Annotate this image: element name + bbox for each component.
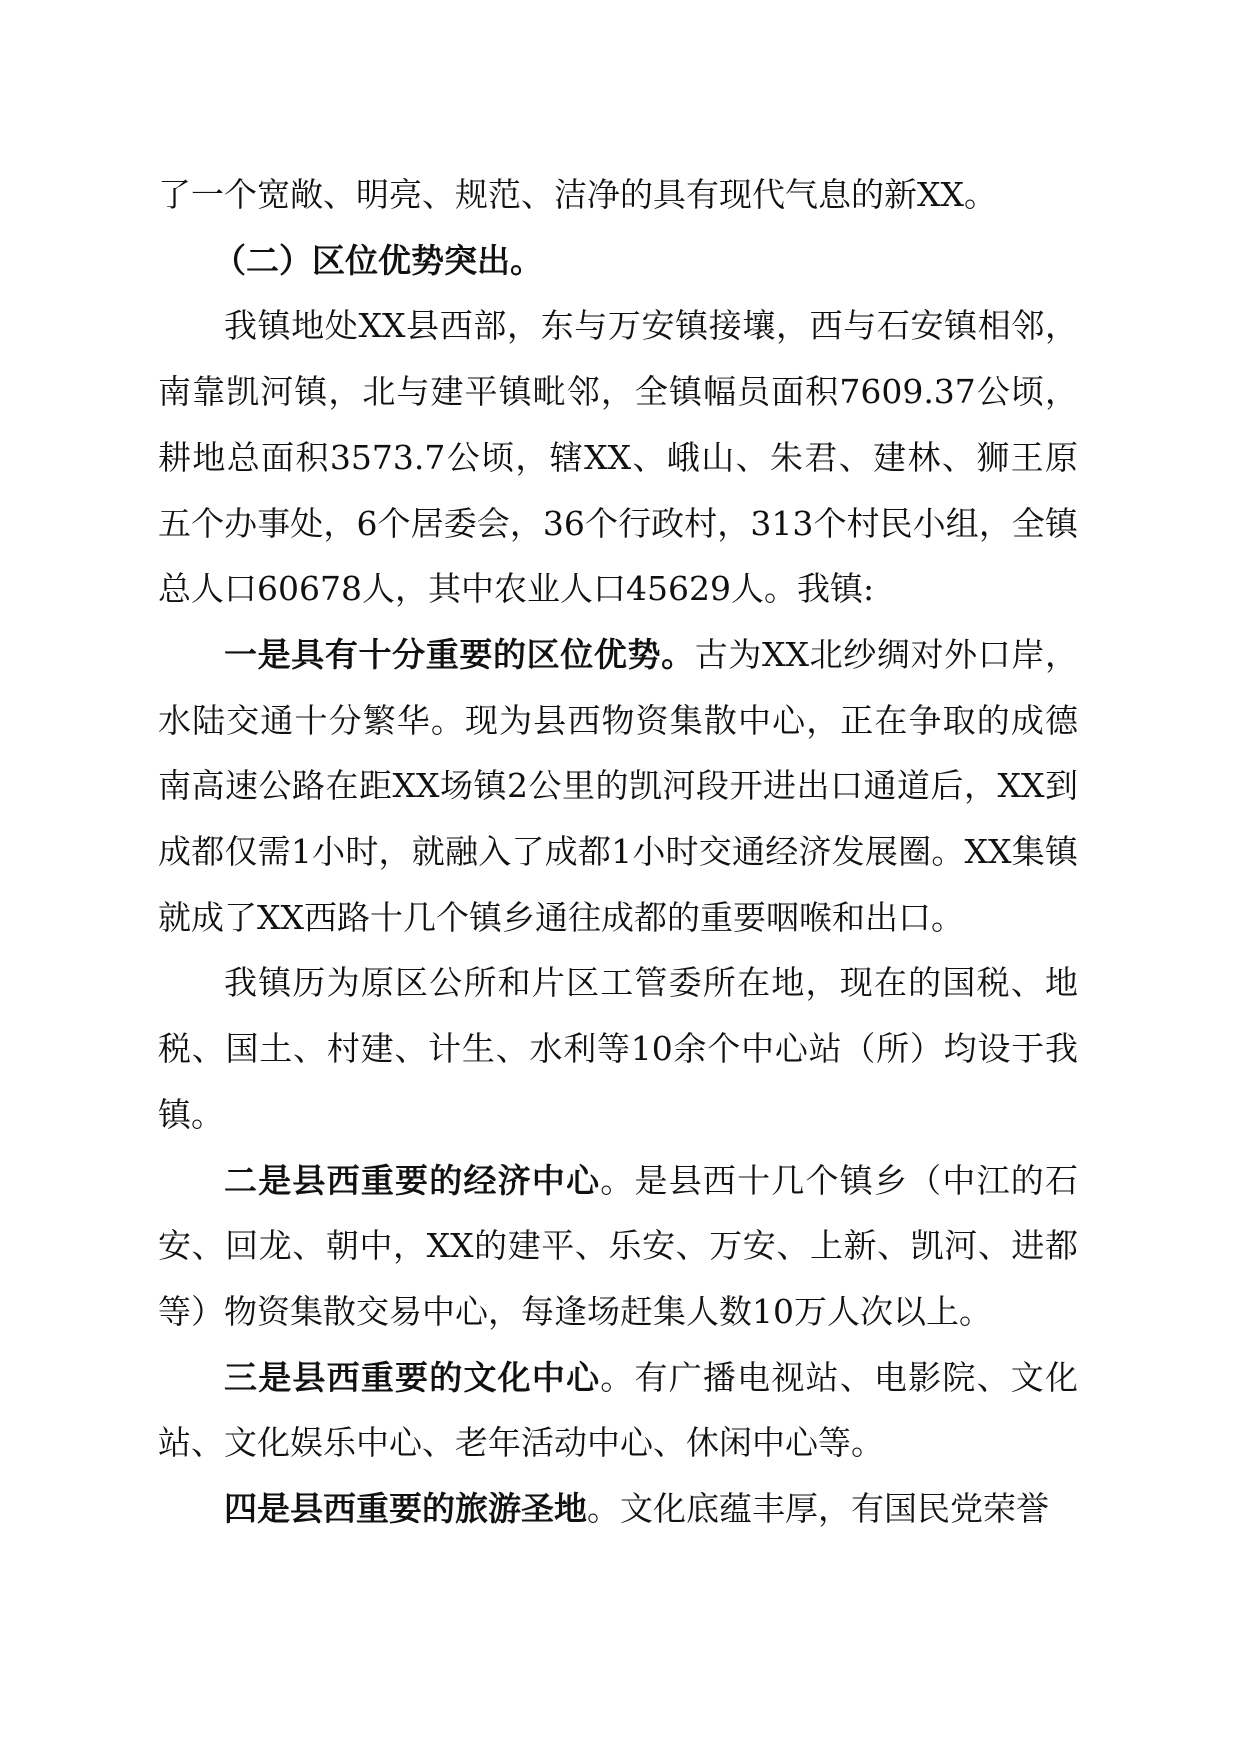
point-4-lead: 四是县西重要的旅游圣地 [224, 1489, 587, 1529]
location-paragraph: 我镇地处XX县西部，东与万安镇接壤，西与石安镇相邻，南靠凯河镇，北与建平镇毗邻，全镇幅员面积7609.37公顷，耕地总面积3573.7公顷，辖XX、峨山、朱君、建林、狮王原五个办事处，6个居委会，36个行政村，313个村民小组，全镇总人口60678人，其中农业人口45629人。我镇: [158, 306, 1078, 609]
point-3-paragraph [158, 1345, 1078, 1476]
point-3-lead: 三是县西重要的文化中心 [224, 1357, 601, 1397]
section-heading: （二）区位优势突出。 [213, 240, 543, 280]
point-3-text: 。有广播电视站、电影院、文化站、文化娱乐中心、老年活动中心、休闲中心等。 [158, 1357, 1079, 1463]
point-2-text: 。是县西十几个镇乡（中江的石安、回龙、朝中，XX的建平、乐安、万安、上新、凯河、进都等）物资集散交易中心，每逢场赶集人数10万人次以上。 [158, 1160, 1079, 1331]
point-1-text: 古为XX北纱绸对外口岸，水陆交通十分繁华。现为县西物资集散中心，正在争取的成德南高速公路在距XX场镇2公里的凯河段开进出口通道后，XX到成都仅需1小时，就融入了成都1小时交通经济发展圈。XX集镇就成了XX西路十几个镇乡通往成都的重要咽喉和出口。 [158, 634, 1078, 937]
point-4-paragraph [158, 1476, 1078, 1542]
point-4-text: 。文化底蕴丰厚，有国民党荣誉 [587, 1489, 1049, 1529]
point-1-lead: 一是具有十分重要的区位优势。 [224, 634, 695, 674]
offices-paragraph: 我镇历为原区公所和片区工管委所在地，现在的国税、地税、国土、村建、计生、水利等10余个中心站（所）均设于我镇。 [158, 963, 1078, 1134]
document-body [158, 162, 1078, 1542]
point-1-paragraph [158, 622, 1078, 951]
point-2-paragraph [158, 1148, 1078, 1345]
point-2-lead: 二是县西重要的经济中心 [224, 1160, 601, 1200]
continuation-paragraph: 了一个宽敞、明亮、规范、洁净的具有现代气息的新XX。 [158, 175, 997, 214]
